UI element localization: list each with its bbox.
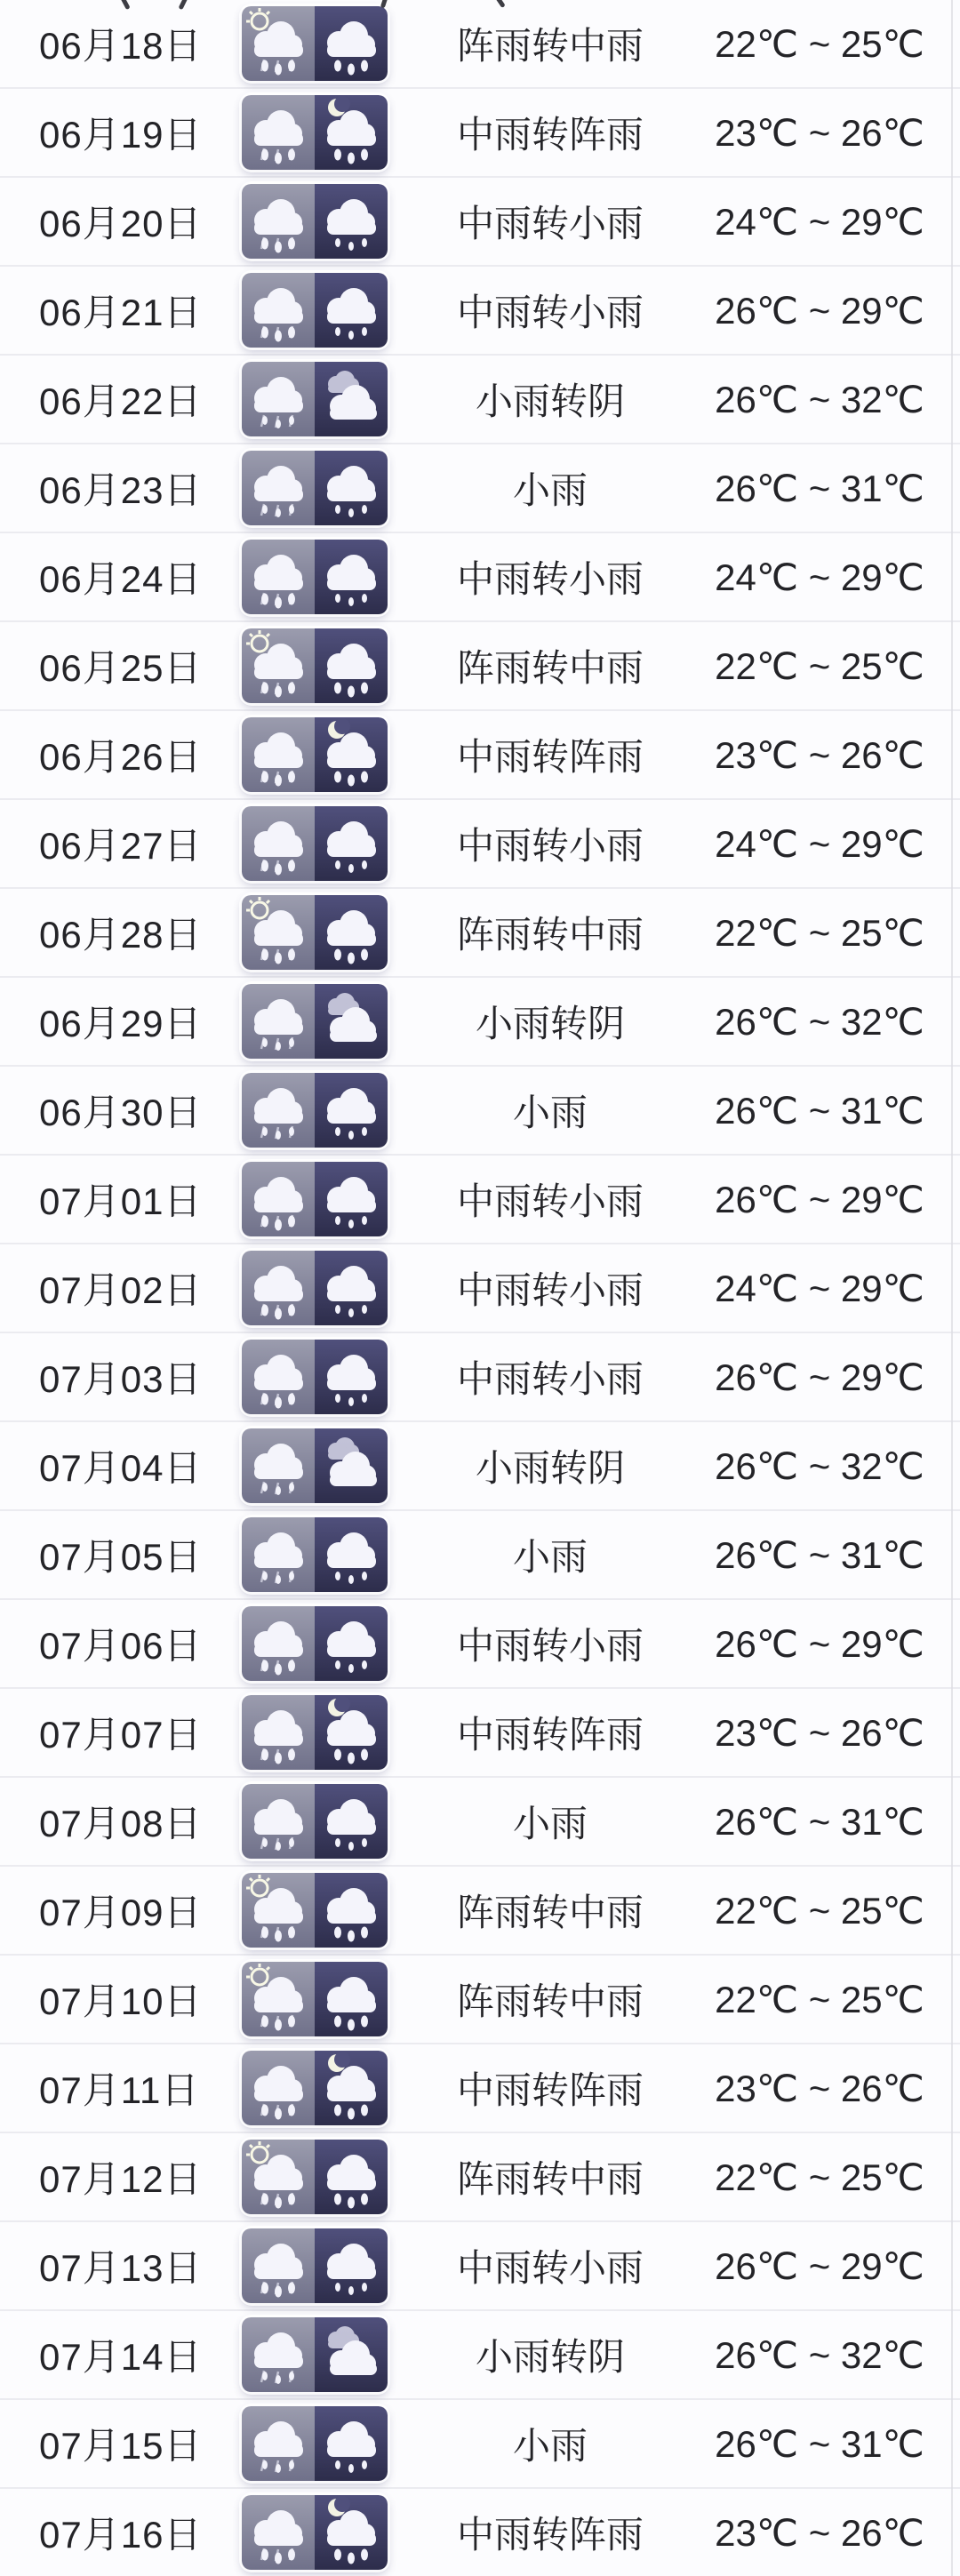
- date-label: 06月30日: [39, 1092, 203, 1133]
- forecast-row: [0, 1956, 960, 2044]
- temp-range-label: 23℃ ~ 26℃: [715, 1711, 924, 1754]
- date-label: 06月27日: [39, 825, 203, 867]
- cloud-sun-rain-icon: [242, 6, 315, 81]
- date-label: 07月15日: [39, 2425, 203, 2467]
- weather-icon-pair: [242, 1784, 395, 1859]
- cloud-sun-rain-icon: [242, 1962, 315, 2036]
- forecast-row: [0, 0, 960, 89]
- weather-icon-pair: [242, 2406, 395, 2481]
- temp-range-label: 22℃ ~ 25℃: [715, 644, 924, 687]
- forecast-row: [0, 978, 960, 1067]
- cloud-rain-icon: [242, 2317, 315, 2392]
- date-label: 07月06日: [39, 1625, 203, 1667]
- temp-range-label: 24℃ ~ 29℃: [715, 1267, 924, 1309]
- condition-label: 小雨: [512, 1092, 588, 1133]
- cloud-rain-icon: [242, 1784, 315, 1859]
- cloud-rain-icon: [242, 540, 315, 614]
- weather-icon-pair: [242, 1428, 395, 1503]
- forecast-row: [0, 1333, 960, 1422]
- weather-icon-pair: [242, 2051, 395, 2125]
- temp-range-label: 26℃ ~ 29℃: [715, 1356, 924, 1398]
- condition-label: 小雨: [512, 2425, 588, 2467]
- condition-label: 中雨转小雨: [456, 1180, 644, 1222]
- forecast-row: [0, 1156, 960, 1244]
- right-edge-divider: [951, 0, 953, 2576]
- date-label: 07月14日: [39, 2336, 203, 2378]
- date-label: 07月12日: [39, 2158, 203, 2200]
- weather-icon-pair: [242, 1695, 395, 1770]
- weather-icon-pair: [242, 1340, 395, 1414]
- condition-label: 阵雨转中雨: [456, 1980, 644, 2022]
- cloud-rain-icon: [242, 984, 315, 1059]
- condition-label: 小雨: [512, 1536, 588, 1578]
- cloud-rain-icon: [315, 1251, 388, 1325]
- condition-label: 中雨转小雨: [456, 1625, 644, 1667]
- date-label: 07月11日: [39, 2069, 200, 2111]
- weather-icon-pair: [242, 2495, 395, 2570]
- clouds-overcast-icon: [315, 362, 388, 436]
- forecast-row: [0, 1600, 960, 1689]
- cloud-rain-icon: [242, 2228, 315, 2303]
- cropped-header-fragment: [0, 0, 960, 12]
- forecast-row: [0, 533, 960, 622]
- weather-icon-pair: [242, 540, 395, 614]
- condition-label: 阵雨转中雨: [456, 1892, 644, 1933]
- temp-range-label: 24℃ ~ 29℃: [715, 200, 924, 243]
- forecast-row: [0, 2400, 960, 2489]
- cloud-moon-rain-icon: [315, 95, 388, 170]
- cropped-glyph-fragment: [380, 0, 388, 8]
- date-label: 07月03日: [39, 1358, 203, 1400]
- temp-range-label: 24℃ ~ 29℃: [715, 822, 924, 865]
- temp-range-label: 26℃ ~ 32℃: [715, 1444, 924, 1487]
- temp-range-label: 26℃ ~ 29℃: [715, 1622, 924, 1665]
- forecast-row: [0, 2133, 960, 2222]
- condition-label: 小雨转阴: [475, 1003, 625, 1044]
- forecast-row: [0, 178, 960, 267]
- condition-label: 中雨转阵雨: [456, 1714, 644, 1756]
- condition-label: 中雨转小雨: [456, 1358, 644, 1400]
- temp-range-label: 26℃ ~ 31℃: [715, 467, 924, 509]
- condition-label: 中雨转小雨: [456, 2247, 644, 2289]
- temp-range-label: 23℃ ~ 26℃: [715, 2067, 924, 2109]
- temp-range-label: 24℃ ~ 29℃: [715, 556, 924, 598]
- forecast-row: [0, 1867, 960, 1956]
- weather-icon-pair: [242, 362, 395, 436]
- condition-label: 小雨转阴: [475, 1447, 625, 1489]
- weather-icon-pair: [242, 451, 395, 525]
- condition-label: 中雨转阵雨: [456, 2514, 644, 2556]
- cloud-rain-icon: [242, 1251, 315, 1325]
- temp-range-label: 23℃ ~ 26℃: [715, 111, 924, 154]
- condition-label: 中雨转阵雨: [456, 2069, 644, 2111]
- forecast-row: [0, 2222, 960, 2311]
- cropped-glyph-fragment: [494, 0, 506, 8]
- forecast-row: [0, 267, 960, 356]
- condition-label: 中雨转小雨: [456, 558, 644, 600]
- forecast-row: [0, 1422, 960, 1511]
- cloud-rain-icon: [315, 184, 388, 259]
- date-label: 07月02日: [39, 1269, 203, 1311]
- weather-icon-pair: [242, 1517, 395, 1592]
- cloud-rain-icon: [315, 1873, 388, 1948]
- weather-icon-pair: [242, 895, 395, 970]
- forecast-row: [0, 1511, 960, 1600]
- weather-icon-pair: [242, 1073, 395, 1148]
- condition-label: 小雨: [512, 1803, 588, 1844]
- cloud-sun-rain-icon: [242, 895, 315, 970]
- date-label: 06月25日: [39, 647, 203, 689]
- cloud-rain-icon: [242, 1162, 315, 1236]
- date-label: 06月28日: [39, 914, 203, 956]
- weather-icon-pair: [242, 6, 395, 81]
- cloud-sun-rain-icon: [242, 1873, 315, 1948]
- cloud-rain-icon: [315, 2228, 388, 2303]
- cloud-rain-icon: [242, 1428, 315, 1503]
- cloud-rain-icon: [242, 2051, 315, 2125]
- condition-label: 小雨转阴: [475, 2336, 625, 2378]
- weather-icon-pair: [242, 1162, 395, 1236]
- date-label: 06月24日: [39, 558, 203, 600]
- cloud-rain-icon: [242, 1517, 315, 1592]
- temp-range-label: 26℃ ~ 29℃: [715, 1178, 924, 1220]
- temp-range-label: 22℃ ~ 25℃: [715, 1889, 924, 1932]
- weather-icon-pair: [242, 628, 395, 703]
- cloud-rain-icon: [315, 1073, 388, 1148]
- date-label: 07月10日: [39, 1980, 203, 2022]
- temp-range-label: 26℃ ~ 32℃: [715, 2333, 924, 2376]
- date-label: 06月18日: [39, 25, 203, 67]
- date-label: 07月01日: [39, 1180, 203, 1222]
- temp-range-label: 26℃ ~ 29℃: [715, 2244, 924, 2287]
- condition-label: 中雨转小雨: [456, 292, 644, 333]
- date-label: 07月04日: [39, 1447, 203, 1489]
- condition-label: 中雨转阵雨: [456, 114, 644, 156]
- condition-label: 中雨转阵雨: [456, 736, 644, 778]
- date-label: 07月13日: [39, 2247, 203, 2289]
- cloud-rain-icon: [242, 362, 315, 436]
- cloud-sun-rain-icon: [242, 628, 315, 703]
- weather-icon-pair: [242, 273, 395, 348]
- cloud-rain-icon: [315, 1340, 388, 1414]
- cloud-rain-icon: [242, 1073, 315, 1148]
- clouds-overcast-icon: [315, 984, 388, 1059]
- cloud-rain-icon: [315, 451, 388, 525]
- cloud-rain-icon: [242, 2406, 315, 2481]
- cloud-rain-icon: [315, 2406, 388, 2481]
- forecast-row: [0, 1778, 960, 1867]
- condition-label: 中雨转小雨: [456, 825, 644, 867]
- cloud-rain-icon: [315, 1162, 388, 1236]
- cropped-glyph-fragment: [179, 0, 189, 10]
- forecast-row: [0, 622, 960, 711]
- temp-range-label: 26℃ ~ 31℃: [715, 1533, 924, 1576]
- forecast-row: [0, 89, 960, 178]
- cloud-rain-icon: [315, 540, 388, 614]
- forecast-row: [0, 1067, 960, 1156]
- forecast-row: [0, 711, 960, 800]
- weather-icon-pair: [242, 2317, 395, 2392]
- forecast-row: [0, 1244, 960, 1333]
- cloud-moon-rain-icon: [315, 717, 388, 792]
- cloud-rain-icon: [242, 806, 315, 881]
- forecast-row: [0, 356, 960, 444]
- date-label: 07月07日: [39, 1714, 203, 1756]
- weather-icon-pair: [242, 984, 395, 1059]
- condition-label: 阵雨转中雨: [456, 2158, 644, 2200]
- condition-label: 阵雨转中雨: [456, 25, 644, 67]
- condition-label: 阵雨转中雨: [456, 914, 644, 956]
- clouds-overcast-icon: [315, 1428, 388, 1503]
- forecast-row: [0, 2489, 960, 2576]
- weather-icon-pair: [242, 1962, 395, 2036]
- condition-label: 阵雨转中雨: [456, 647, 644, 689]
- forecast-row: [0, 2311, 960, 2400]
- weather-icon-pair: [242, 1606, 395, 1681]
- cloud-rain-icon: [242, 95, 315, 170]
- weather-icon-pair: [242, 184, 395, 259]
- cloud-rain-icon: [315, 806, 388, 881]
- cloud-rain-icon: [315, 273, 388, 348]
- date-label: 06月19日: [39, 114, 203, 156]
- condition-label: 小雨: [512, 469, 588, 511]
- condition-label: 中雨转小雨: [456, 1269, 644, 1311]
- weather-icon-pair: [242, 1251, 395, 1325]
- date-label: 07月08日: [39, 1803, 203, 1844]
- cloud-rain-icon: [315, 895, 388, 970]
- cloud-rain-icon: [242, 1340, 315, 1414]
- temp-range-label: 22℃ ~ 25℃: [715, 2156, 924, 2198]
- cloud-rain-icon: [242, 451, 315, 525]
- weather-icon-pair: [242, 2140, 395, 2214]
- date-label: 06月29日: [39, 1003, 203, 1044]
- temp-range-label: 26℃ ~ 32℃: [715, 378, 924, 420]
- date-label: 06月23日: [39, 469, 203, 511]
- cloud-rain-icon: [242, 2495, 315, 2570]
- cloud-rain-icon: [315, 1962, 388, 2036]
- cloud-rain-icon: [315, 628, 388, 703]
- cloud-rain-icon: [242, 1695, 315, 1770]
- temp-range-label: 26℃ ~ 31℃: [715, 2422, 924, 2465]
- condition-label: 中雨转小雨: [456, 203, 644, 244]
- weather-icon-pair: [242, 717, 395, 792]
- cloud-rain-icon: [315, 1606, 388, 1681]
- temp-range-label: 26℃ ~ 29℃: [715, 289, 924, 332]
- cloud-rain-icon: [315, 6, 388, 81]
- forecast-row: [0, 444, 960, 533]
- forecast-row: [0, 800, 960, 889]
- cloud-rain-icon: [315, 1517, 388, 1592]
- cloud-moon-rain-icon: [315, 2495, 388, 2570]
- cloud-rain-icon: [315, 1784, 388, 1859]
- cloud-moon-rain-icon: [315, 2051, 388, 2125]
- weather-icon-pair: [242, 806, 395, 881]
- date-label: 07月05日: [39, 1536, 203, 1578]
- temp-range-label: 26℃ ~ 31℃: [715, 1089, 924, 1132]
- cloud-rain-icon: [242, 717, 315, 792]
- weather-icon-pair: [242, 2228, 395, 2303]
- cloud-rain-icon: [242, 273, 315, 348]
- condition-label: 小雨转阴: [475, 380, 625, 422]
- forecast-row: [0, 1689, 960, 1778]
- date-label: 07月16日: [39, 2514, 203, 2556]
- temp-range-label: 22℃ ~ 25℃: [715, 911, 924, 954]
- temp-range-label: 23℃ ~ 26℃: [715, 2511, 924, 2554]
- date-label: 06月26日: [39, 736, 203, 778]
- date-label: 07月09日: [39, 1892, 203, 1933]
- cloud-rain-icon: [242, 1606, 315, 1681]
- date-label: 06月20日: [39, 203, 203, 244]
- forecast-row: [0, 889, 960, 978]
- temp-range-label: 23℃ ~ 26℃: [715, 733, 924, 776]
- temp-range-label: 26℃ ~ 32℃: [715, 1000, 924, 1043]
- temp-range-label: 26℃ ~ 31℃: [715, 1800, 924, 1843]
- temp-range-label: 22℃ ~ 25℃: [715, 22, 924, 65]
- date-label: 06月21日: [39, 292, 203, 333]
- forecast-row: [0, 2044, 960, 2133]
- weather-icon-pair: [242, 1873, 395, 1948]
- date-label: 06月22日: [39, 380, 203, 422]
- cloud-sun-rain-icon: [242, 2140, 315, 2214]
- cloud-moon-rain-icon: [315, 1695, 388, 1770]
- clouds-overcast-icon: [315, 2317, 388, 2392]
- cloud-rain-icon: [242, 184, 315, 259]
- temp-range-label: 22℃ ~ 25℃: [715, 1978, 924, 2020]
- cropped-glyph-fragment: [119, 0, 130, 10]
- cloud-rain-icon: [315, 2140, 388, 2214]
- weather-icon-pair: [242, 95, 395, 170]
